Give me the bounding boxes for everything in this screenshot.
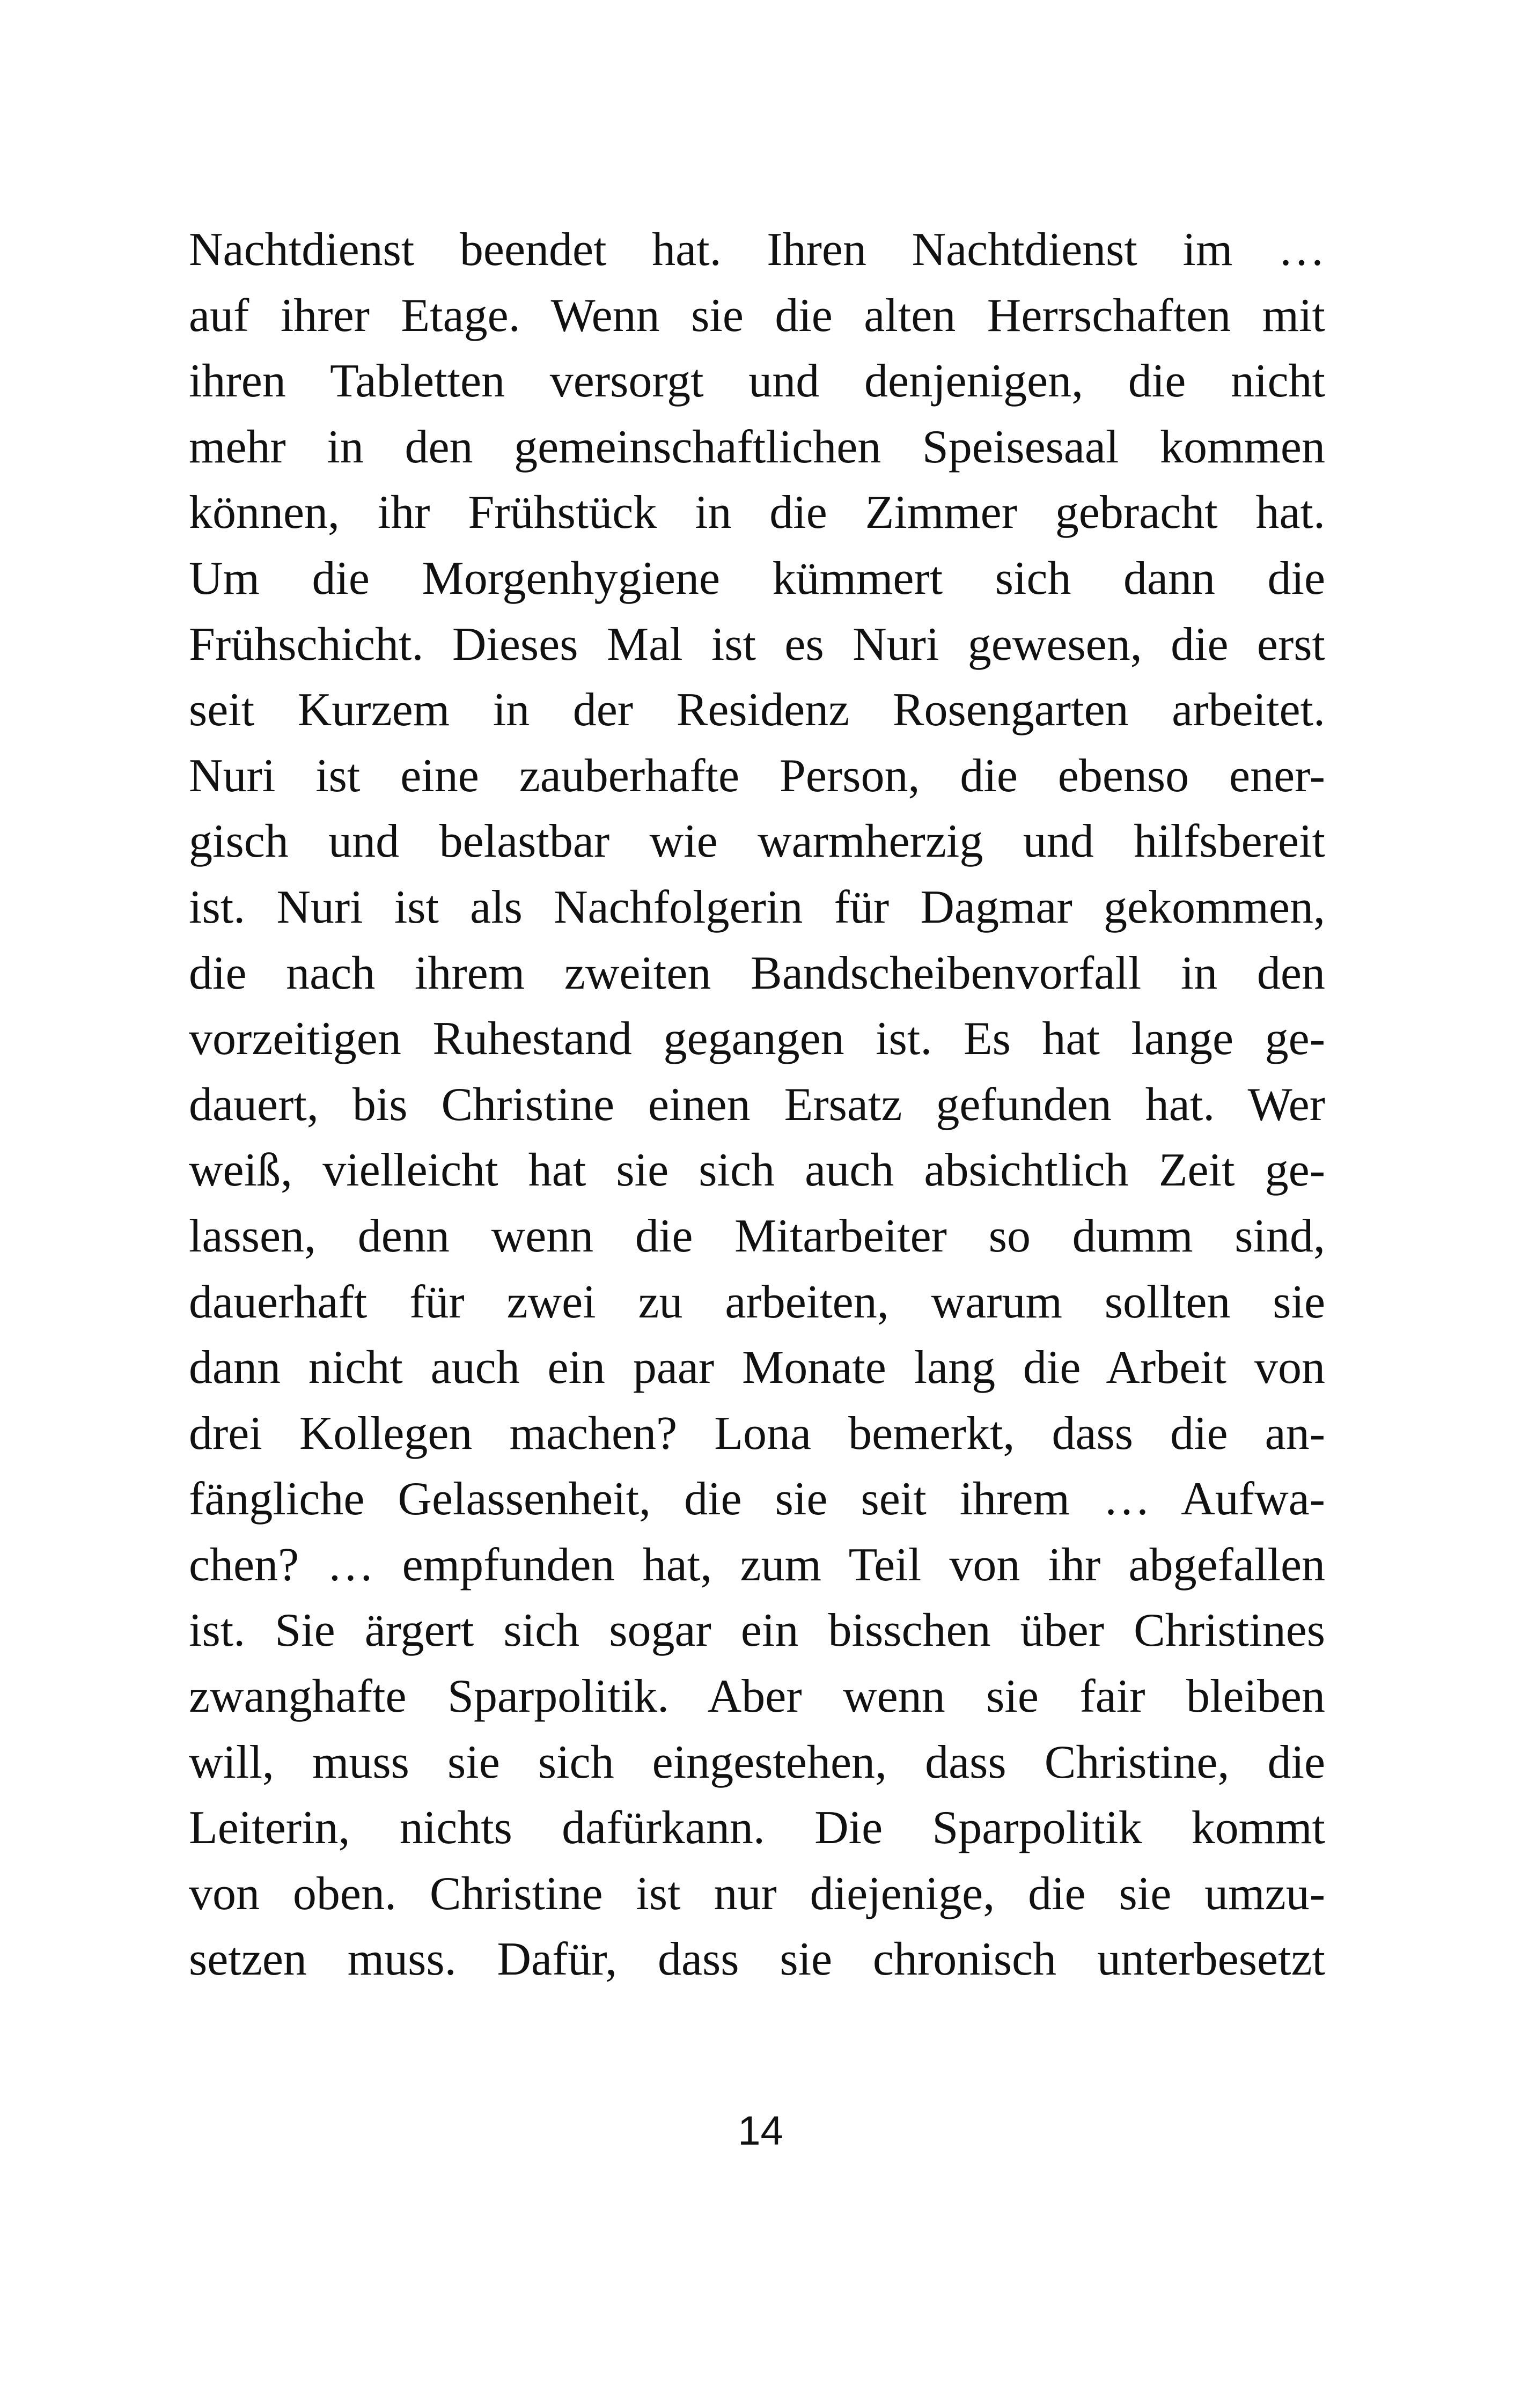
text-line: dauerhaft für zwei zu arbeiten, warum sollten sie: [189, 1276, 1325, 1328]
text-line: dann nicht auch ein paar Monate lang die Arbeit von: [189, 1342, 1325, 1394]
text-line: dauert, bis Christine einen Ersatz gefunden hat. Wer: [189, 1078, 1325, 1131]
body-paragraph: [189, 217, 1325, 1993]
text-line: ist. Sie ärgert sich sogar ein bisschen über Christines: [189, 1604, 1325, 1657]
text-line: auf ihrer Etage. Wenn sie die alten Herrschaften mit: [189, 289, 1325, 342]
text-line: setzen muss. Dafür, dass sie chronisch unterbesetzt: [189, 1933, 1325, 1986]
text-line: Um die Morgenhygiene kümmert sich dann die: [189, 552, 1325, 605]
text-line: Frühschicht. Dieses Mal ist es Nuri gewesen, die erst: [189, 618, 1325, 671]
text-line: lassen, denn wenn die Mitarbeiter so dumm sind,: [189, 1210, 1325, 1262]
text-line: zwanghafte Sparpolitik. Aber wenn sie fair bleiben: [189, 1670, 1325, 1723]
text-line: ist. Nuri ist als Nachfolgerin für Dagmar gekommen,: [189, 881, 1325, 933]
page-number: 14: [738, 2108, 783, 2154]
text-line: mehr in den gemeinschaftlichen Speisesaal kommen: [189, 421, 1325, 473]
text-line: Nuri ist eine zauberhafte Person, die ebenso ener-: [189, 749, 1325, 802]
text-line: seit Kurzem in der Residenz Rosengarten arbeitet.: [189, 684, 1325, 737]
text-line: können, ihr Frühstück in die Zimmer gebracht hat.: [189, 487, 1325, 539]
text-line: die nach ihrem zweiten Bandscheibenvorfall in den: [189, 947, 1325, 999]
text-line: weiß, vielleicht hat sie sich auch absichtlich Zeit ge-: [189, 1144, 1325, 1197]
text-line: Leiterin, nichts dafürkann. Die Sparpolitik kommt: [189, 1802, 1325, 1854]
text-line: gisch und belastbar wie warmherzig und hilfsbereit: [189, 815, 1325, 868]
text-line: vorzeitigen Ruhestand gegangen ist. Es hat lange ge-: [189, 1013, 1325, 1065]
text-line: chen? … empfunden hat, zum Teil von ihr abgefallen: [189, 1538, 1325, 1591]
text-line: drei Kollegen machen? Lona bemerkt, dass die an-: [189, 1407, 1325, 1460]
text-line: ihren Tabletten versorgt und denjenigen, die nicht: [189, 355, 1325, 408]
text-line: fängliche Gelassenheit, die sie seit ihrem … Aufwa-: [189, 1473, 1325, 1526]
text-line: will, muss sie sich eingestehen, dass Christine, die: [189, 1736, 1325, 1788]
text-line: Nachtdienst beendet hat. Ihren Nachtdienst im …: [189, 224, 1325, 276]
text-line: von oben. Christine ist nur diejenige, die sie umzu-: [189, 1867, 1325, 1920]
